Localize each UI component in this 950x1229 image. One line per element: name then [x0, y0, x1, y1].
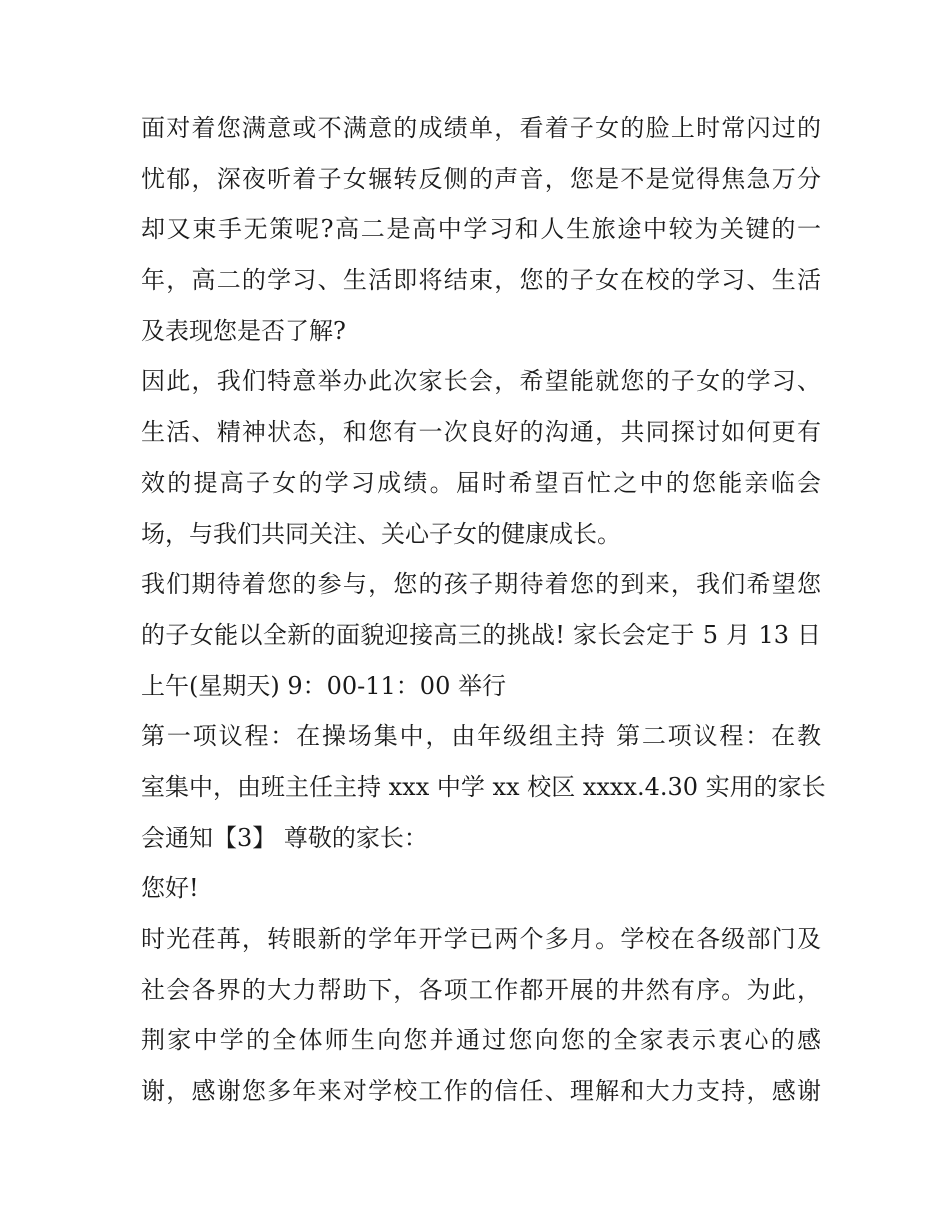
- body-text: [141, 103, 826, 1117]
- text-line: 却又束手无策呢?高二是高中学习和人生旅途中较为关键的一: [141, 215, 821, 244]
- text-line: 第一项议程：在操场集中，由年级组主持 第二项议程：在教: [141, 722, 821, 751]
- text-line: 社会各界的大力帮助下，各项工作都开展的井然有序。为此，: [141, 975, 821, 1004]
- text-line: 会通知【3】 尊敬的家长：: [141, 823, 428, 852]
- text-line: 室集中，由班主任主持 xxx 中学 xx 校区 xxxx.4.30 实用的家长: [141, 772, 826, 801]
- text-line: 谢，感谢您多年来对学校工作的信任、理解和大力支持，感谢: [141, 1077, 821, 1106]
- text-line: 年，高二的学习、生活即将结束，您的子女在校的学习、生活: [141, 266, 821, 295]
- text-line: 因此，我们特意举办此次家长会，希望能就您的子女的学习、: [141, 367, 821, 396]
- text-line: 忧郁，深夜听着子女辗转反侧的声音，您是不是觉得焦急万分: [141, 164, 821, 193]
- text-line: 及表现您是否了解?: [141, 316, 346, 345]
- text-line: 荆家中学的全体师生向您并通过您向您的全家表示衷心的感: [141, 1026, 821, 1055]
- text-line: 时光荏苒，转眼新的学年开学已两个多月。学校在各级部门及: [141, 925, 821, 953]
- text-line: 您好!: [141, 874, 199, 903]
- text-line: 效的提高子女的学习成绩。届时希望百忙之中的您能亲临会: [141, 468, 821, 497]
- text-line: 的子女能以全新的面貌迎接高三的挑战! 家长会定于 5 月 13 日: [141, 620, 821, 649]
- text-line: 生活、精神状态，和您有一次良好的沟通，共同探讨如何更有: [141, 418, 821, 447]
- text-line: 场，与我们共同关注、关心子女的健康成长。: [141, 519, 621, 548]
- text-line: 上午(星期天) 9：00-11：00 举行: [141, 671, 506, 700]
- text-line: 我们期待着您的参与，您的孩子期待着您的到来，我们希望您: [141, 570, 821, 599]
- text-line: 面对着您满意或不满意的成绩单，看着子女的脸上时常闪过的: [141, 114, 821, 142]
